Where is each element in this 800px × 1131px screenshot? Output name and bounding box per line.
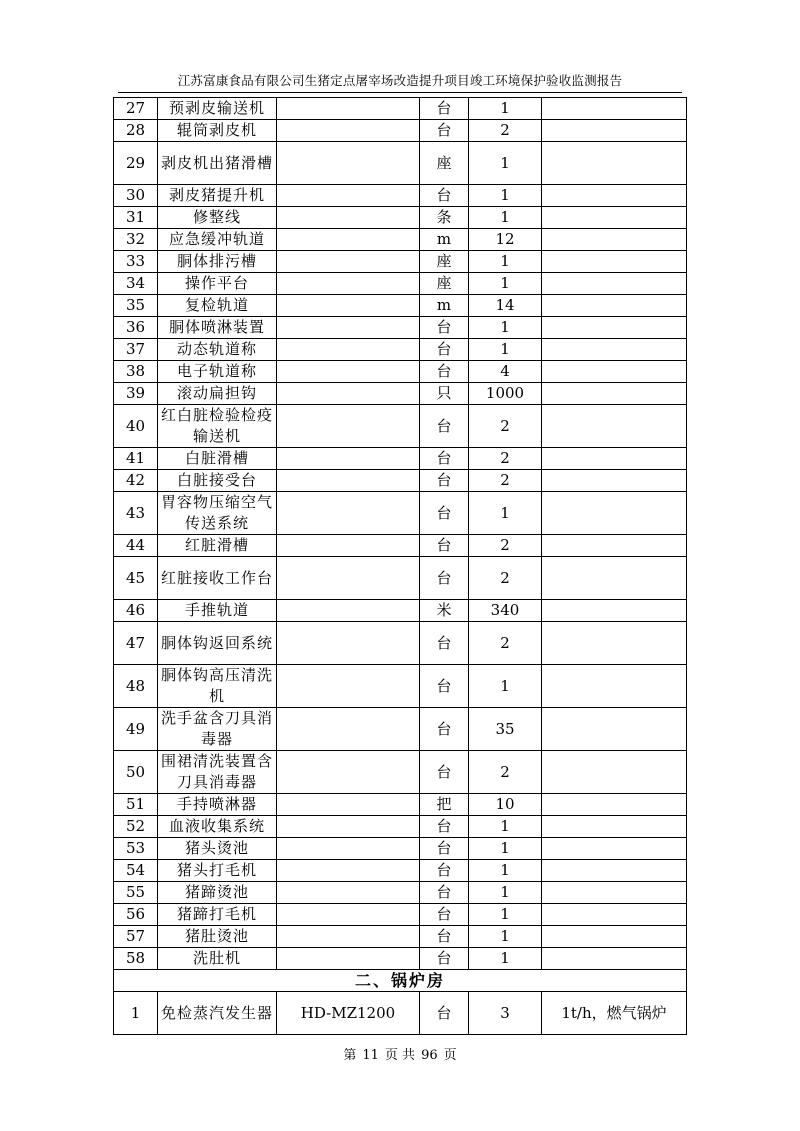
cell-name: 胴体钩高压清洗机 [158,665,277,708]
cell-note [542,492,687,535]
cell-name: 剥皮机出猪滑槽 [158,142,277,185]
cell-model [277,708,420,751]
cell-unit: 台 [420,665,469,708]
cell-unit: 台 [420,492,469,535]
cell-no: 55 [114,882,158,904]
page-footer [0,1044,800,1063]
cell-note [542,535,687,557]
cell-qty: 1 [469,904,542,926]
cell-name: 猪蹄烫池 [158,882,277,904]
cell-qty: 3 [469,992,542,1035]
cell-qty: 1 [469,838,542,860]
cell-name: 血液收集系统 [158,816,277,838]
cell-qty: 1 [469,948,542,970]
cell-name: 胴体排污槽 [158,251,277,273]
cell-model [277,361,420,383]
cell-note [542,665,687,708]
cell-name: 洗手盆含刀具消毒器 [158,708,277,751]
cell-no: 57 [114,926,158,948]
cell-unit: 台 [420,622,469,665]
cell-note [542,816,687,838]
cell-unit: 台 [420,992,469,1035]
table-row [114,361,687,383]
cell-note [542,98,687,120]
cell-model [277,295,420,317]
cell-model [277,120,420,142]
footer-prefix: 第 [343,1048,357,1063]
cell-qty: 1 [469,98,542,120]
table-row [114,535,687,557]
cell-model [277,251,420,273]
cell-no: 32 [114,229,158,251]
table-row [114,882,687,904]
cell-model [277,185,420,207]
table-row [114,470,687,492]
footer-page-number: 11 [362,1048,379,1063]
cell-unit: 只 [420,383,469,405]
cell-note [542,295,687,317]
cell-name: 红脏接收工作台 [158,557,277,600]
table-row [114,948,687,970]
cell-unit: 台 [420,185,469,207]
cell-model [277,794,420,816]
table-row [114,405,687,448]
cell-qty: 1 [469,492,542,535]
cell-note [542,904,687,926]
cell-note [542,339,687,361]
cell-qty: 1 [469,665,542,708]
cell-no: 37 [114,339,158,361]
cell-no: 1 [114,992,158,1035]
cell-unit: 米 [420,600,469,622]
cell-model [277,470,420,492]
cell-note [542,882,687,904]
cell-note [542,926,687,948]
cell-model [277,142,420,185]
cell-note [542,405,687,448]
cell-no: 35 [114,295,158,317]
cell-note [542,383,687,405]
table-row [114,185,687,207]
table-row [114,98,687,120]
cell-no: 44 [114,535,158,557]
cell-unit: 台 [420,361,469,383]
section-title: 二、锅炉房 [114,970,687,992]
cell-note [542,142,687,185]
cell-no: 39 [114,383,158,405]
cell-name: 手推轨道 [158,600,277,622]
cell-unit: 座 [420,142,469,185]
cell-no: 49 [114,708,158,751]
cell-qty: 2 [469,535,542,557]
cell-name: 辊筒剥皮机 [158,120,277,142]
cell-no: 41 [114,448,158,470]
cell-model [277,926,420,948]
cell-qty: 1 [469,816,542,838]
table-row [114,926,687,948]
cell-no: 27 [114,98,158,120]
cell-qty: 2 [469,751,542,794]
cell-model [277,665,420,708]
cell-model [277,383,420,405]
cell-note [542,948,687,970]
cell-no: 36 [114,317,158,339]
cell-qty: 1 [469,251,542,273]
cell-no: 50 [114,751,158,794]
cell-unit: 台 [420,339,469,361]
cell-model [277,816,420,838]
cell-model [277,948,420,970]
cell-model [277,317,420,339]
cell-note [542,470,687,492]
cell-note [542,317,687,339]
table-row [114,600,687,622]
cell-no: 29 [114,142,158,185]
cell-qty: 1 [469,339,542,361]
cell-unit: 座 [420,251,469,273]
table-row [114,251,687,273]
cell-no: 34 [114,273,158,295]
cell-no: 54 [114,860,158,882]
cell-model [277,557,420,600]
table-row [114,273,687,295]
cell-qty: 2 [469,405,542,448]
cell-no: 30 [114,185,158,207]
cell-unit: 台 [420,926,469,948]
cell-no: 42 [114,470,158,492]
cell-qty: 2 [469,622,542,665]
table-row [114,207,687,229]
cell-note [542,251,687,273]
cell-qty: 1 [469,185,542,207]
cell-name: 剥皮猪提升机 [158,185,277,207]
cell-no: 28 [114,120,158,142]
table-row [114,295,687,317]
table-row [114,816,687,838]
cell-note [542,229,687,251]
cell-name: 预剥皮输送机 [158,98,277,120]
cell-qty: 4 [469,361,542,383]
cell-qty: 1 [469,142,542,185]
cell-model [277,600,420,622]
cell-note [542,361,687,383]
cell-unit: 把 [420,794,469,816]
cell-name: 手持喷淋器 [158,794,277,816]
report-header-title: 江苏富康食品有限公司生猪定点屠宰场改造提升项目竣工环境保护验收监测报告 [177,73,623,88]
cell-name: 猪肚烫池 [158,926,277,948]
cell-qty: 2 [469,470,542,492]
cell-no: 51 [114,794,158,816]
cell-name: 红脏滑槽 [158,535,277,557]
cell-note [542,708,687,751]
cell-qty: 35 [469,708,542,751]
cell-qty: 1 [469,317,542,339]
cell-model [277,339,420,361]
table-row [114,448,687,470]
cell-model [277,882,420,904]
cell-unit: 条 [420,207,469,229]
table-row [114,665,687,708]
cell-no: 46 [114,600,158,622]
cell-unit: 台 [420,557,469,600]
header-rule [118,92,682,93]
cell-model [277,492,420,535]
cell-qty: 1 [469,926,542,948]
cell-unit: 台 [420,317,469,339]
cell-note [542,860,687,882]
cell-name: 红白脏检验检疫输送机 [158,405,277,448]
cell-unit: 台 [420,882,469,904]
cell-no: 52 [114,816,158,838]
cell-model [277,535,420,557]
footer-suffix: 页 [443,1048,457,1063]
table-row [114,383,687,405]
cell-note: 1t/h，燃气锅炉 [542,992,687,1035]
cell-name: 猪头烫池 [158,838,277,860]
cell-no: 38 [114,361,158,383]
equipment-table-body [114,98,687,1035]
section-row [114,970,687,992]
cell-model [277,838,420,860]
cell-unit: 座 [420,273,469,295]
table-row [114,317,687,339]
cell-name: 电子轨道称 [158,361,277,383]
table-row [114,120,687,142]
cell-qty: 1000 [469,383,542,405]
table-row [114,904,687,926]
cell-unit: 台 [420,708,469,751]
cell-qty: 1 [469,273,542,295]
cell-note [542,207,687,229]
cell-qty: 340 [469,600,542,622]
cell-name: 操作平台 [158,273,277,295]
cell-model: HD-MZ1200 [277,992,420,1035]
cell-name: 免检蒸汽发生器 [158,992,277,1035]
table-row [114,860,687,882]
cell-no: 40 [114,405,158,448]
cell-no: 45 [114,557,158,600]
cell-name: 滚动扁担钩 [158,383,277,405]
cell-note [542,600,687,622]
cell-model [277,229,420,251]
cell-unit: m [420,229,469,251]
cell-qty: 1 [469,207,542,229]
cell-model [277,448,420,470]
cell-unit: 台 [420,838,469,860]
cell-no: 47 [114,622,158,665]
cell-model [277,860,420,882]
cell-name: 白脏接受台 [158,470,277,492]
cell-name: 猪头打毛机 [158,860,277,882]
cell-unit: 台 [420,948,469,970]
cell-qty: 2 [469,120,542,142]
cell-no: 48 [114,665,158,708]
cell-note [542,794,687,816]
cell-name: 围裙清洗装置含刀具消毒器 [158,751,277,794]
cell-note [542,751,687,794]
cell-name: 修整线 [158,207,277,229]
cell-name: 动态轨道称 [158,339,277,361]
cell-qty: 2 [469,557,542,600]
cell-model [277,98,420,120]
cell-note [542,120,687,142]
cell-model [277,207,420,229]
cell-unit: 台 [420,120,469,142]
table-row [114,229,687,251]
table-row [114,622,687,665]
cell-qty: 1 [469,882,542,904]
cell-note [542,185,687,207]
table-row [114,794,687,816]
cell-model [277,751,420,794]
cell-no: 43 [114,492,158,535]
cell-unit: 台 [420,535,469,557]
cell-unit: 台 [420,904,469,926]
cell-note [542,557,687,600]
table-row [114,142,687,185]
cell-qty: 1 [469,860,542,882]
cell-qty: 10 [469,794,542,816]
cell-unit: 台 [420,98,469,120]
cell-no: 31 [114,207,158,229]
table-row [114,838,687,860]
cell-name: 胴体钩返回系统 [158,622,277,665]
cell-note [542,622,687,665]
cell-name: 白脏滑槽 [158,448,277,470]
footer-total-pages: 96 [421,1048,438,1063]
equipment-table [113,97,687,1035]
footer-middle: 页 共 [384,1048,416,1063]
table-row [114,751,687,794]
cell-name: 复检轨道 [158,295,277,317]
cell-no: 58 [114,948,158,970]
cell-model [277,904,420,926]
cell-name: 胴体喷淋装置 [158,317,277,339]
cell-name: 猪蹄打毛机 [158,904,277,926]
cell-name: 洗肚机 [158,948,277,970]
cell-no: 53 [114,838,158,860]
cell-unit: 台 [420,470,469,492]
cell-no: 56 [114,904,158,926]
table-row [114,992,687,1035]
cell-note [542,838,687,860]
cell-unit: 台 [420,816,469,838]
cell-model [277,405,420,448]
cell-qty: 2 [469,448,542,470]
cell-no: 33 [114,251,158,273]
cell-qty: 14 [469,295,542,317]
cell-note [542,448,687,470]
table-row [114,708,687,751]
table-row [114,557,687,600]
cell-model [277,273,420,295]
cell-unit: 台 [420,405,469,448]
cell-name: 胃容物压缩空气传送系统 [158,492,277,535]
table-row [114,492,687,535]
cell-unit: 台 [420,860,469,882]
cell-unit: m [420,295,469,317]
table-row [114,339,687,361]
cell-model [277,622,420,665]
cell-qty: 12 [469,229,542,251]
cell-unit: 台 [420,448,469,470]
cell-name: 应急缓冲轨道 [158,229,277,251]
cell-unit: 台 [420,751,469,794]
cell-note [542,273,687,295]
